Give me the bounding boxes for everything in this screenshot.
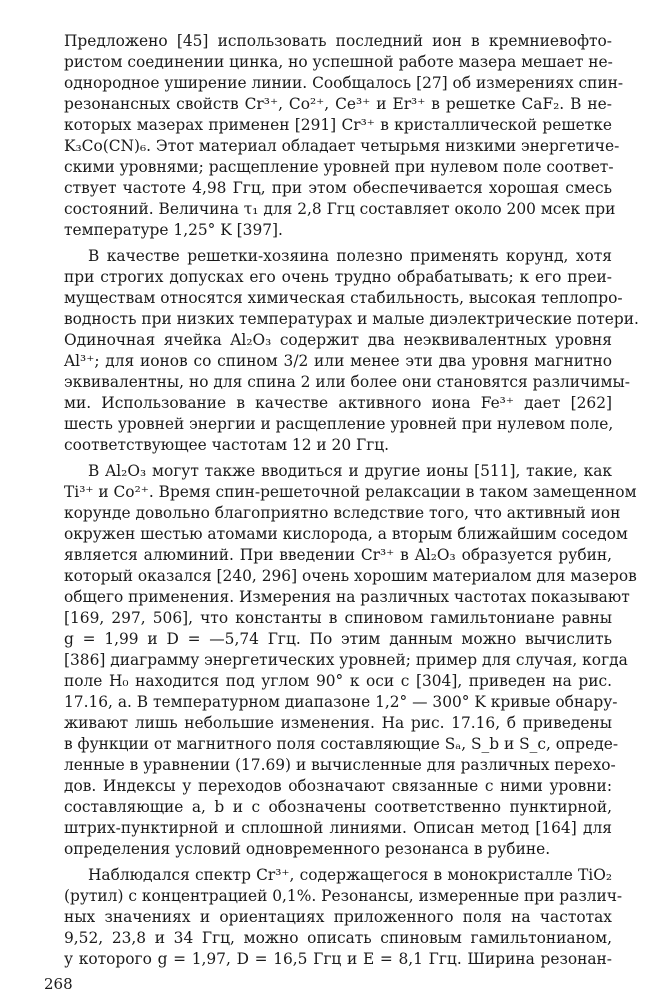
text-line: которых мазерах применен [291] Cr³⁺ в кристаллической решетке	[64, 116, 612, 134]
text-line: ленные в уравнении (17.69) и вычисленные для различных перехо-	[64, 756, 616, 774]
text-line: поле H₀ находится под углом 90° к оси c [304], приведен на рис.	[64, 672, 612, 690]
text-line: является алюминий. При введении Cr³⁺ в Al₂O₃ образуется рубин,	[64, 546, 612, 564]
text-line: резонансных свойств Cr³⁺, Co²⁺, Ce³⁺ и Er³⁺ в решетке CaF₂. В не-	[64, 95, 612, 113]
text-line: температуре 1,25° K [397].	[64, 221, 283, 239]
text-line: водность при низких температурах и малые диэлектрические потери.	[64, 310, 639, 328]
text-line: однородное уширение линии. Сообщалось [27] об измерениях спин-	[64, 74, 624, 92]
text-line: ствует частоте 4,98 Ггц, при этом обеспечивается хорошая смесь	[64, 179, 612, 197]
text-line: шесть уровней энергии и расщепление уровней при нулевом поле,	[64, 415, 614, 433]
text-line: В Al₂O₃ могут также вводиться и другие ионы [511], такие, как	[88, 462, 612, 480]
text-line: Наблюдался спектр Cr³⁺, содержащегося в монокристалле TiO₂	[88, 866, 612, 884]
text-line: 17.16, а. В температурном диапазоне 1,2° — 300° K кривые обнару-	[64, 693, 618, 711]
text-line: при строгих допусках его очень трудно обрабатывать; к его преи-	[64, 268, 612, 286]
text-line: состояний. Величина τ₁ для 2,8 Ггц составляет около 200 мсек при	[64, 200, 616, 218]
text-line: [169, 297, 506], что константы в спиновом гамильтониане равны	[64, 609, 612, 627]
text-line: корунде довольно благоприятно вследствие того, что активный ион	[64, 504, 621, 522]
text-line: общего применения. Измерения на различных частотах показывают	[64, 588, 630, 606]
text-line: 9,52, 23,8 и 34 Ггц, можно описать спиновым гамильтонианом,	[64, 929, 612, 947]
text-line: штрих-пунктирной и сплошной линиями. Описан метод [164] для	[64, 819, 612, 837]
text-line: [386] диаграмму энергетических уровней; пример для случая, когда	[64, 651, 628, 669]
text-line: муществам относятся химическая стабильность, высокая теплопро-	[64, 289, 623, 307]
text-line: В качестве решетки-хозяина полезно применять корунд, хотя	[88, 247, 612, 265]
text-line: g = 1,99 и D = —5,74 Ггц. По этим данным можно вычислить	[64, 630, 612, 648]
text-line: Al³⁺; для ионов со спином 3/2 или менее эти два уровня магнитно	[64, 352, 612, 370]
text-line: который оказался [240, 296] очень хорошим материалом для мазеров	[64, 567, 637, 585]
text-line: эквивалентны, но для спина 2 или более они становятся различимы-	[64, 373, 630, 391]
text-line: (рутил) с концентрацией 0,1%. Резонансы, измеренные при различ-	[64, 887, 623, 905]
text-line: ных значениях и ориентациях приложенного поля на частотах	[64, 908, 612, 926]
text-line: Предложено [45] использовать последний ион в кремниевофто-	[64, 32, 612, 50]
text-line: окружен шестью атомами кислорода, а вторым ближайшим соседом	[64, 525, 628, 543]
text-line: соответствующее частотам 12 и 20 Ггц.	[64, 436, 390, 454]
text-line: составляющие a, b и c обозначены соответственно пунктирной,	[64, 798, 612, 816]
text-line: живают лишь небольшие изменения. На рис. 17.16, б приведены	[64, 714, 612, 732]
text-line: ми. Использование в качестве активного иона Fe³⁺ дает [262]	[64, 394, 612, 412]
text-line: Ti³⁺ и Co²⁺. Время спин-решеточной релаксации в таком замещенном	[64, 483, 637, 501]
text-line: Одиночная ячейка Al₂O₃ содержит два неэквивалентных уровня	[64, 331, 612, 349]
text-line: скими уровнями; расщепление уровней при нулевом поле соответ-	[64, 158, 614, 176]
text-line: у которого g = 1,97, D = 16,5 Ггц и E = 8,1 Ггц. Ширина резонан-	[64, 950, 612, 968]
text-line: дов. Индексы у переходов обозначают связанные с ними уровни:	[64, 777, 612, 795]
page-number: 268	[44, 975, 73, 993]
text-line: определения условий одновременного резонанса в рубине.	[64, 840, 551, 858]
text-line: в функции от магнитного поля составляющие Sₐ, S_b и S_c, опреде-	[64, 735, 619, 753]
text-line: K₃Co(CN)₆. Этот материал обладает четырьмя низкими энергетиче-	[64, 137, 620, 155]
text-line: ристом соединении цинка, но успешной работе мазера мешает не-	[64, 53, 613, 71]
